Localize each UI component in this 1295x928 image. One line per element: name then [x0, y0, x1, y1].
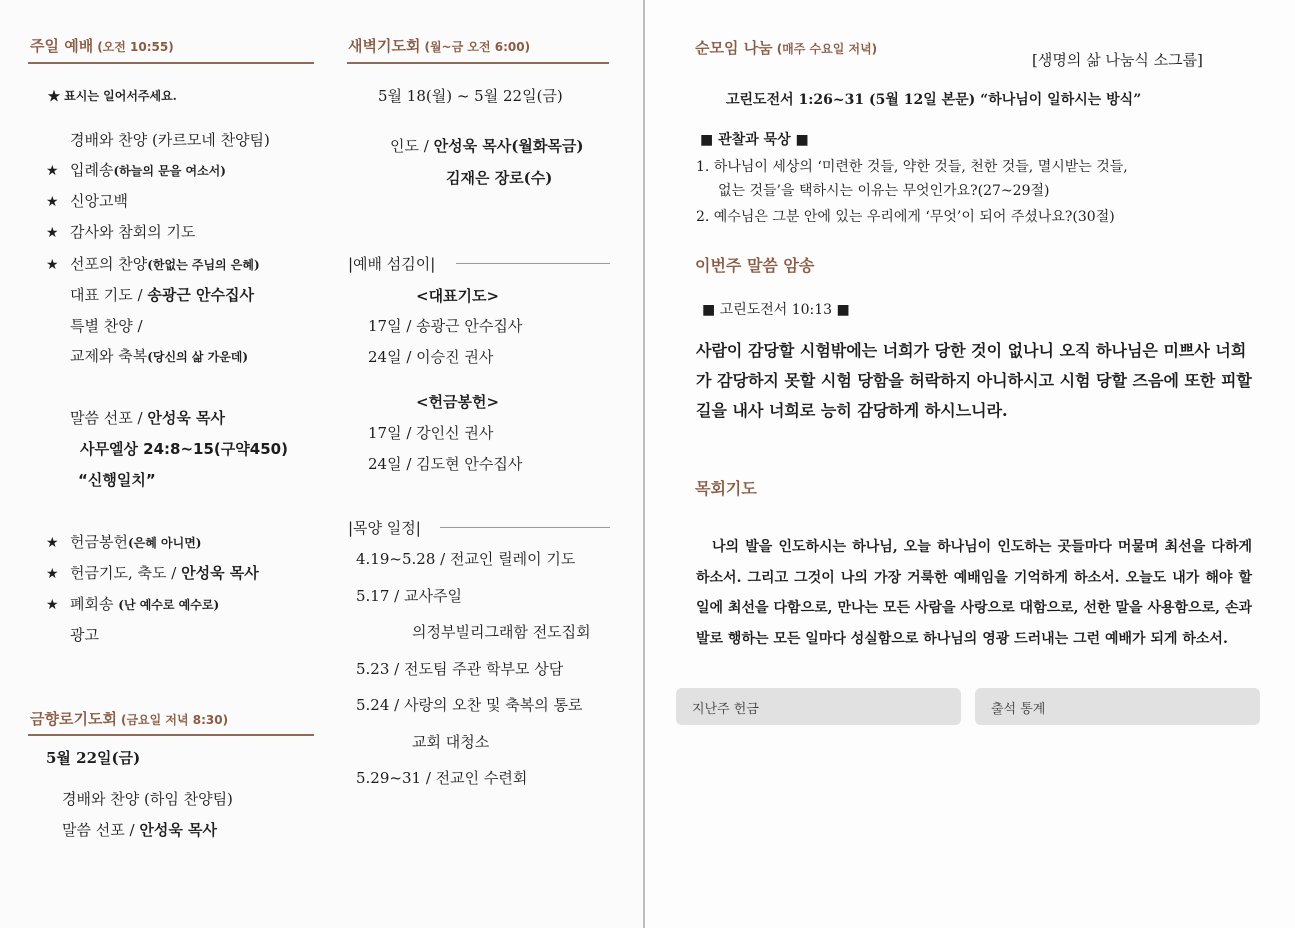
servers-heading: |예배 섬김이| — [348, 255, 436, 273]
dawn-title: 새벽기도회 — [348, 37, 421, 55]
question-1-cont: 없는 것들’을 택하시는 이유는 무엇인가요?(27~29절) — [718, 183, 1050, 199]
offering-stats-label: 지난주 헌금 — [692, 702, 759, 717]
attendance-stats-box — [975, 688, 1260, 725]
friday-date: 5월 22일(금) — [46, 749, 141, 767]
rep-prayer-head: <대표기도> — [416, 287, 500, 305]
schedule-item: 교회 대청소 — [412, 733, 490, 751]
rep-prayer-24: 24일 / 이승진 권사 — [368, 348, 494, 366]
dawn-heading-rule — [347, 62, 609, 64]
star-icon: ★ — [46, 163, 59, 179]
star-icon: ★ — [46, 194, 59, 210]
order-rep-prayer: 대표 기도 / 송광근 안수집사 — [70, 286, 254, 304]
star-icon: ★ — [46, 225, 59, 241]
order-praise: ★ 선포의 찬양(한없는 주님의 은혜) — [46, 255, 260, 273]
offering-head: <헌금봉헌> — [416, 393, 500, 411]
star-icon: ★ — [46, 566, 59, 582]
sunday-service-heading — [30, 35, 174, 56]
question-2: 2. 예수님은 그분 안에 있는 우리에게 ‘무엇’이 되어 주셨나요?(30절) — [696, 209, 1115, 225]
sermon-scripture: 사무엘상 24:8~15(구약450) — [80, 440, 288, 458]
offering-24: 24일 / 김도현 안수집사 — [368, 455, 523, 473]
schedule-item: 4.19~5.28 / 전교인 릴레이 기도 — [356, 550, 576, 568]
standing-note: ★ 표시는 일어서주세요. — [48, 89, 177, 103]
dawn-time: (월~금 오전 6:00) — [424, 40, 531, 54]
order-offering-prayer: ★ 헌금기도, 축도 / 안성욱 목사 — [46, 564, 259, 582]
dawn-dates: 5월 18(월) ~ 5월 22일(금) — [378, 87, 563, 105]
rep-prayer-17: 17일 / 송광근 안수집사 — [368, 317, 523, 335]
order-fellowship: 교제와 축복(당신의 삶 가운데) — [70, 347, 249, 365]
sunday-heading-rule — [28, 62, 314, 64]
servers-rule — [456, 263, 610, 264]
sermon-title: “신행일치” — [78, 471, 156, 489]
pastoral-prayer-text: 나의 발을 인도하시는 하나님, 오늘 하나님이 인도하는 곳들마다 머물며 최선을 다하게 하소서. 그리고 그것이 나의 가장 거룩한 예배임을 기억하게 하소서. 오늘도 내가 해야 할 일에 최선을 다함으로, 만나는 모든 사람을 사랑으로 대함으로, 선한 말을 사용함으로, 손과 발로 행하는 모든 일마다 성실함으로 하나님의 영광 드러내는 그런 예배가 되게 하소서. — [696, 539, 1252, 647]
order-hymn-in: ★ 입례송(하늘의 문을 여소서) — [46, 161, 226, 179]
friday-service-heading — [30, 708, 228, 729]
order-offering: ★ 헌금봉헌(은혜 아니면) — [46, 533, 202, 551]
order-sermon: 말씀 선포 / 안성욱 목사 — [70, 409, 226, 427]
schedule-item: 5.24 / 사랑의 오찬 및 축복의 통로 — [356, 696, 583, 714]
order-announcements: 광고 — [70, 626, 99, 644]
memory-verse-text: 사람이 감당할 시험밖에는 너희가 당한 것이 없나니 오직 하나님은 미쁘사 너희가 감당하지 못할 시험 당함을 허락하지 아니하시고 시험 당할 즈음에 또한 피할 길을 내사 너희로 능히 감당하게 하시느니라. — [696, 341, 1252, 420]
schedule-item: 의정부빌리그래함 전도집회 — [412, 623, 591, 641]
order-confession: ★ 감사와 참회의 기도 — [46, 223, 196, 241]
order-worship: 경배와 찬양 (카르모네 찬양팀) — [70, 131, 270, 149]
smallgroup-passage: 고린도전서 1:26~31 (5월 12일 본문) “하나님이 일하시는 방식” — [726, 92, 1142, 108]
observation-label: ■ 관찰과 묵상 ■ — [700, 132, 809, 148]
schedule-rule — [440, 527, 610, 528]
sunday-title: 주일 예배 — [30, 37, 94, 55]
friday-heading-rule — [28, 734, 314, 736]
smallgroup-heading — [695, 37, 877, 58]
sunday-time: (오전 10:55) — [97, 40, 174, 54]
smallgroup-tag: [생명의 삶 나눔식 소그룹] — [1032, 51, 1203, 69]
memory-verse-ref: ■ 고린도전서 10:13 ■ — [702, 302, 850, 318]
friday-time: (금요일 저녁 8:30) — [120, 713, 229, 727]
pastoral-prayer-heading: 목회기도 — [695, 479, 757, 498]
dawn-leader: 인도 / 안성욱 목사(월화목금) — [390, 137, 584, 155]
smallgroup-time: (매주 수요일 저녁) — [776, 42, 878, 56]
offering-17: 17일 / 강인신 권사 — [368, 424, 494, 442]
friday-sermon: 말씀 선포 / 안성욱 목사 — [62, 821, 218, 839]
star-icon: ★ — [46, 535, 59, 551]
friday-title: 금향로기도회 — [30, 710, 117, 728]
schedule-heading: |목양 일정| — [348, 519, 421, 537]
smallgroup-title: 순모임 나눔 — [695, 39, 773, 57]
friday-worship: 경배와 찬양 (하임 찬양팀) — [62, 790, 233, 808]
star-icon: ★ — [46, 257, 59, 273]
star-icon: ★ — [46, 597, 59, 613]
dawn-prayer-heading — [348, 35, 530, 56]
order-closing: ★ 폐회송 (난 예수로 예수로) — [46, 595, 220, 613]
question-1: 1. 하나님이 세상의 ‘미련한 것들, 약한 것들, 천한 것들, 멸시받는 것들, — [696, 159, 1128, 175]
schedule-item: 5.29~31 / 전교인 수련회 — [356, 769, 528, 787]
attendance-stats-label: 출석 통계 — [991, 702, 1046, 717]
schedule-item: 5.17 / 교사주일 — [356, 587, 462, 605]
schedule-item: 5.23 / 전도팀 주관 학부모 상담 — [356, 660, 564, 678]
offering-stats-box — [676, 688, 961, 725]
memory-verse-heading: 이번주 말씀 암송 — [695, 256, 815, 275]
dawn-leader-wed: 김재은 장로(수) — [446, 169, 553, 187]
order-creed: ★ 신앙고백 — [46, 192, 128, 210]
order-special-praise: 특별 찬양 / — [70, 317, 143, 335]
